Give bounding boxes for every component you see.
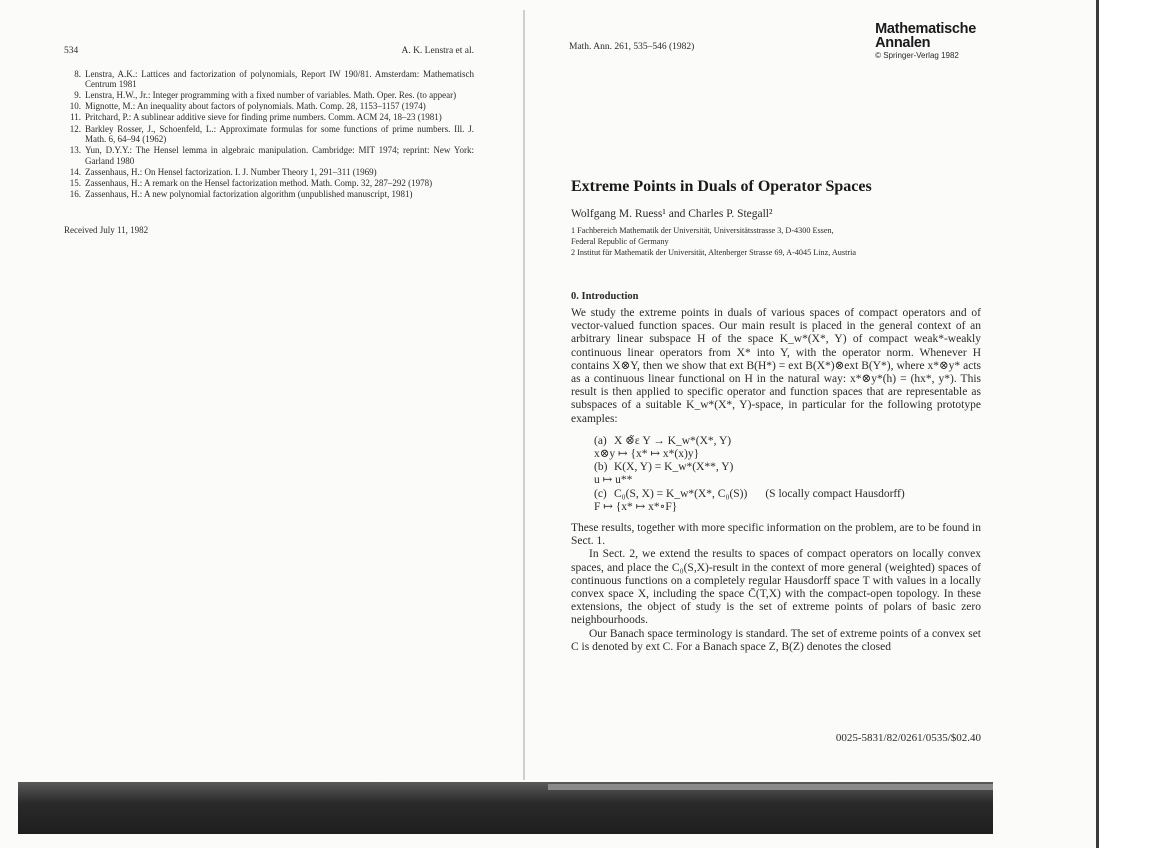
received-date: Received July 11, 1982 — [64, 224, 149, 235]
author-affiliations: 1 Fachbereich Mathematik der Universität, Universitätsstrasse 3, D-4300 Essen, Federal Republic of Germany 2 Institut für Mathematik der Universität, Altenberger Strasse 69, A-4045 Linz, Austria — [571, 226, 856, 257]
paragraph: In Sect. 2, we extend the results to spaces of compact operators on locally convex spaces, and place the C₀(S,X)-result in the context of more general (weighted) spaces of continuous functions on a completely regular Hausdorff space T with values in a locally convex space X, including the space C̄(T,X) with the compact-open topology. In these extensions, the object of study is the set of extreme points of polars of basic zero neighbourhoods. — [571, 548, 981, 627]
reference-item: 10. Mignotte, M.: An inequality about factors of polynomials. Math. Comp. 28, 1153–1157 (1974) — [69, 101, 426, 112]
reference-item: 16. Zassenhaus, H.: A new polynomial factorization algorithm (unpublished manuscript, 1981) — [69, 189, 413, 200]
example-item: (b) K(X, Y) = K_w*(X**, Y) u ↦ u** — [594, 461, 734, 487]
reference-list — [64, 69, 474, 200]
reference-item: 9. Lenstra, H.W., Jr.: Integer programming with a fixed number of variables. Math. Oper. Res. (to appear) — [74, 90, 457, 101]
article-title: Extreme Points in Duals of Operator Spaces — [571, 178, 872, 195]
issn-code: 0025-5831/82/0261/0535/$02.40 — [835, 732, 981, 744]
page-gutter — [523, 10, 525, 780]
reference-item: 14. Zassenhaus, H.: On Hensel factorization. I. J. Number Theory 1, 291–311 (1969) — [69, 166, 377, 177]
left-page — [64, 46, 474, 235]
example-list — [594, 435, 981, 514]
scan-margin — [1099, 0, 1170, 848]
example-item: (c) C₀(S, X) = K_w*(X*, C₀(S)) (S locally compact Hausdorff) F ↦ {x* ↦ x*∘F} — [594, 487, 905, 513]
running-head: A. K. Lenstra et al. — [401, 46, 474, 56]
example-item: (a) X ⊗̃ε Y → K_w*(X*, Y) x⊗y ↦ {x* ↦ x*(x)y} — [594, 434, 732, 461]
paragraph: These results, together with more specific information on the problem, are to be found in Sect. 1. — [571, 522, 981, 548]
left-page-header — [64, 46, 474, 57]
reference-item: 15. Zassenhaus, H.: A remark on the Hensel factorization method. Math. Comp. 32, 287–292 (1978) — [69, 178, 433, 189]
section-heading: 0. Introduction — [571, 291, 639, 302]
page-number: 534 — [64, 46, 79, 56]
reference-item: 13. Yun, D.Y.Y.: The Hensel lemma in algebraic manipulation. Cambridge: MIT 1974; reprint: New York: Garland 1980 — [69, 145, 474, 166]
reference-item: 11. Pritchard, P.: A sublinear additive sieve for finding prime numbers. Comm. ACM 24, 18–23 (1981) — [70, 112, 442, 123]
scan-shadow-band — [18, 782, 993, 834]
right-page-header — [569, 21, 981, 88]
article-body — [571, 307, 981, 654]
reference-item: 12. Barkley Rosser, J., Schoenfeld, L.: Approximate formulas for some functions of prime numbers. Ill. J. Math. 6, 64–94 (1962) — [69, 123, 474, 145]
article-authors: Wolfgang M. Ruess¹ and Charles P. Stegall² — [571, 208, 773, 220]
right-page — [569, 21, 981, 744]
paragraph: We study the extreme points in duals of various spaces of compact operators and of vector-valued function spaces. Our main result is placed in the general context of an arbitrary linear subspace H of the space K_w*(X*, Y) of compact weak*-weakly continuous linear operators from X* into Y, with the operator norm. Whenever H contains X⊗Y, then we show that ext B(H*) = ext B(X*)⊗ext B(Y*), where x*⊗y* acts as a continuous linear functional on H in the natural way: x*⊗y*(h) = (hx*, y*). This result is then applied to specific operator and function spaces that are representable as subspaces of a suitable K_w*(X*, Y)-space, in particular for the following prototype examples: — [571, 307, 981, 425]
reference-item: 8. Lenstra, A.K.: Lattices and factorization of polynomials, Report IW 190/81. Amsterdam: Mathematisch Centrum 1981 — [74, 68, 474, 90]
journal-citation: Math. Ann. 261, 535–546 (1982) — [569, 42, 695, 52]
journal-logo: Mathematische Annalen © Springer-Verlag 1982 — [875, 21, 976, 60]
paragraph: Our Banach space terminology is standard. The set of extreme points of a convex set C is denoted by ext C. For a Banach space Z, B(Z) denotes the closed — [571, 627, 981, 653]
